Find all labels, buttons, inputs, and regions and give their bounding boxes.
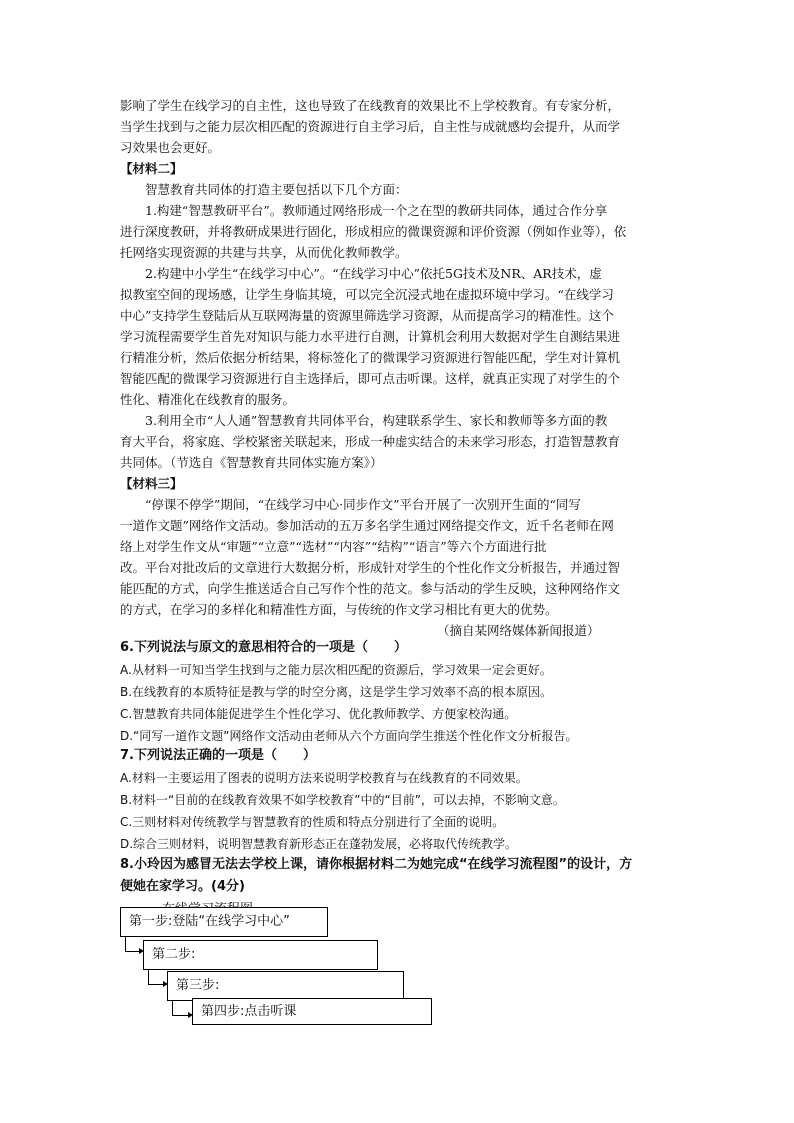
question-7-stem: 7.下列说法正确的一项是（ ） — [120, 748, 316, 763]
question-8-line: 便她在家学习。(4分) — [120, 879, 245, 894]
paragraph-line: 智慧教育共同体的打造主要包括以下几个方面： — [120, 182, 408, 197]
paragraph-line: 学习流程需要学生首先对知识与能力水平进行自测，计算机会利用大数据对学生自测结果进 — [120, 329, 621, 344]
paragraph-line: 育大平台，将家庭、学校紧密关联起来，形成一种虚实结合的未来学习形态，打造智慧教育 — [120, 434, 621, 449]
question-6-option-b: B.在线教育的本质特征是教与学的时空分离，这是学生学习效率不高的根本原因。 — [120, 685, 553, 699]
question-8-line: 8.小玲因为感冒无法去学校上课，请你根据材料二为她完成“在线学习流程图”的设计，方 — [120, 857, 633, 872]
paragraph-line: 共同体。（节选自《智慧教育共同体实施方案》） — [120, 455, 383, 470]
paragraph-line: 1.构建“智慧教研平台”。教师通过网络形成一个之在型的教研共同体，通过合作分享 — [120, 203, 608, 218]
paragraph-line: 络上对学生作文从“审题”“立意”“选材”“内容”“结构”“语言”等六个方面进行批 — [120, 539, 547, 554]
paragraph-line: 一道作文题”网络作文活动。参加活动的五万多名学生通过网络提交作文，近千名老师在网 — [120, 518, 614, 533]
question-6-option-c: C.智慧教育共同体能促进学生个性化学习、优化教师教学、方便家校沟通。 — [120, 707, 517, 721]
question-7-option-b: B.材料一“目前的在线教育效果不如学校教育”中的“目前”，可以去掉，不影响文意。 — [120, 793, 565, 807]
flowchart-step-2: 第二步: — [143, 940, 378, 970]
paragraph-line: 习效果也会更好。 — [120, 140, 221, 155]
paragraph-line: 拟教室空间的现场感，让学生身临其境，可以完全沉浸式地在虚拟环境中学习。“在线学习 — [120, 287, 614, 302]
flowchart-step-4: 第四步:点击听课 — [192, 998, 432, 1025]
paragraph-line: 能匹配的方式，向学生推送适合自己写作个性的范文。参与活动的学生反映，这种网络作文 — [120, 581, 621, 596]
question-6-option-d: D.“同写一道作文题”网络作文活动由老师从六个方面向学生推送个性化作文分析报告。 — [120, 729, 578, 743]
paragraph-line: 行精准分析，然后依据分析结果，将标签化了的微课学习资源进行智能匹配，学生对计算机 — [120, 350, 621, 365]
question-7-option-a: A.材料一主要运用了图表的说明方法来说明学校教育与在线教育的不同效果。 — [120, 771, 528, 785]
paragraph-line: 3.利用全市“人人通”智慧教育共同体平台，构建联系学生、家长和教师等多方面的教 — [120, 413, 608, 428]
paragraph-line: 的方式，在学习的多样化和精准性方面，与传统的作文学习相比有更大的优势。 — [120, 602, 558, 617]
material-2-title: 【材料二】 — [120, 161, 183, 176]
paragraph-line: 当学生找到与之能力层次相匹配的资源进行自主学习后，自主性与成就感均会提升，从而学 — [120, 119, 621, 134]
paragraph-line: 中心”支持学生登陆后从互联网海量的资源里筛选学习资源，从而提高学习的精准性。这个 — [120, 308, 614, 323]
paragraph-line: 影响了学生在线学习的自主性，这也导致了在线教育的效果比不上学校教育。有专家分析， — [120, 98, 621, 113]
paragraph-line: 改。平台对批改后的文章进行大数据分析，形成针对学生的个性化作文分析报告，并通过智 — [120, 560, 621, 575]
question-7-option-c: C.三则材料对传统教学与智慧教育的性质和特点分别进行了全面的说明。 — [120, 815, 505, 829]
question-6-option-a: A.从材料一可知当学生找到与之能力层次相匹配的资源后，学习效果一定会更好。 — [120, 663, 552, 677]
question-7-option-d: D.综合三则材料，说明智慧教育新形态正在蓬勃发展，必将取代传统教学。 — [120, 837, 518, 851]
flowchart-step-3: 第三步: — [167, 971, 404, 1001]
paragraph-line: 2.构建中小学生“在线学习中心”。“在线学习中心”依托5G技术及NR、AR技术，虚 — [120, 266, 602, 281]
paragraph-line: 托网络实现资源的共建与共享，从而优化教师教学。 — [120, 245, 408, 260]
question-6-stem: 6.下列说法与原文的意思相符合的一项是（ ） — [120, 640, 407, 655]
paragraph-line: “停课不停学”期间，“在线学习中心·同步作文”平台开展了一次别开生面的“同写 — [120, 497, 581, 512]
source-citation: （摘自某网络媒体新闻报道） — [437, 623, 600, 638]
flowchart-step-1: 第一步:登陆“在线学习中心” — [120, 907, 328, 937]
paragraph-line: 进行深度教研，并将教研成果进行固化，形成相应的微课资源和评价资源（例如作业等），依 — [120, 224, 627, 239]
paragraph-line: 性化、精准化在线教育的服务。 — [120, 392, 296, 407]
material-3-title: 【材料三】 — [120, 476, 183, 491]
paragraph-line: 智能匹配的微课学习资源进行自主选择后，即可点击听课。这样，就真正实现了对学生的个 — [120, 371, 621, 386]
